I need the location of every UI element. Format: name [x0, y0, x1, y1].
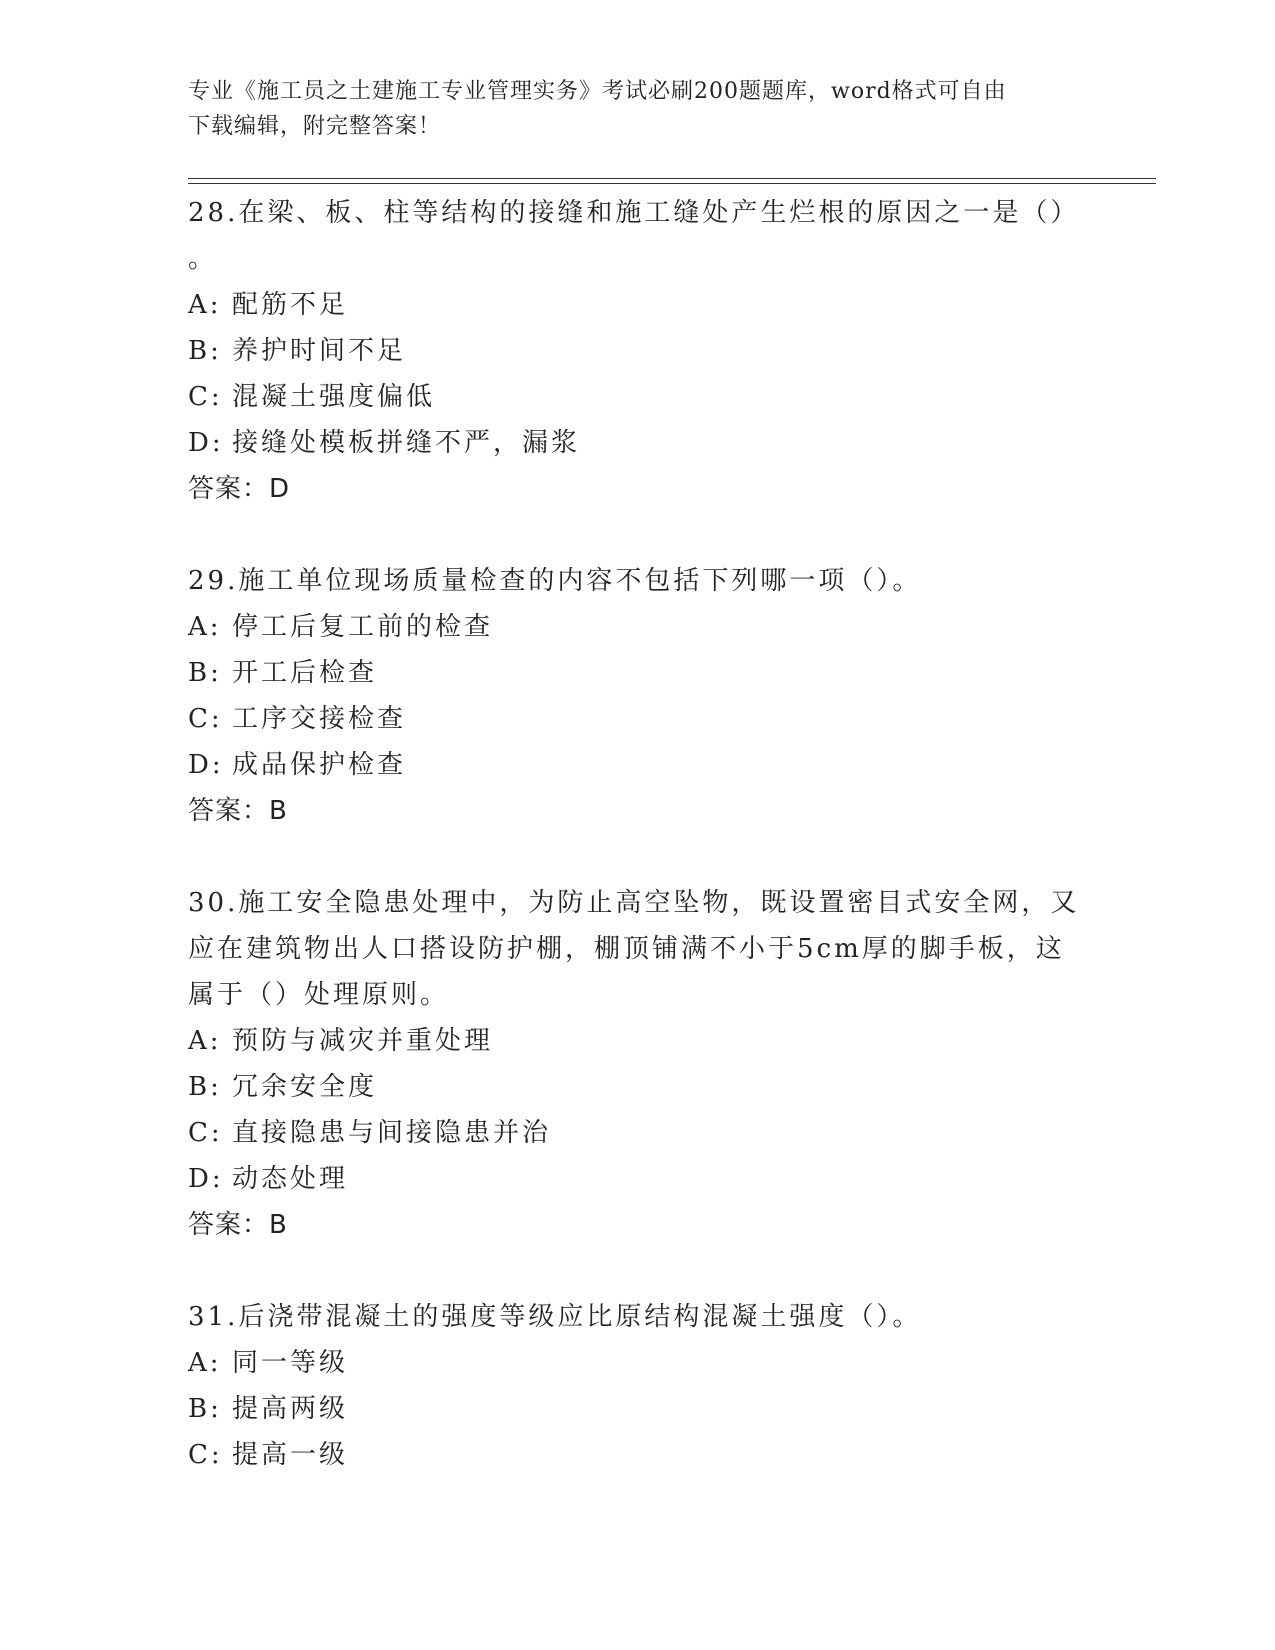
option-letter: B: [188, 1072, 222, 1102]
option-letter: A: [188, 1026, 222, 1056]
question-stem: 28.在梁、板、柱等结构的接缝和施工缝处产生烂根的原因之一是（） [188, 198, 1080, 228]
answer-line: 答案：B [188, 796, 288, 826]
answer-line: 答案：B [188, 1210, 288, 1240]
option-c [188, 374, 1088, 420]
option-a [188, 604, 1088, 650]
question-stem: 30.施工安全隐患处理中，为防止高空坠物，既设置密目式安全网，又 [188, 888, 1080, 918]
option-text: 提高一级 [232, 1440, 349, 1470]
option-letter: A: [188, 290, 222, 320]
question-28 [188, 190, 1088, 512]
option-letter: D: [188, 1164, 224, 1194]
option-text: 成品保护检查 [232, 750, 407, 780]
option-c [188, 1432, 1088, 1478]
option-text: 同一等级 [232, 1348, 349, 1378]
option-letter: B: [188, 658, 222, 688]
option-b [188, 650, 1088, 696]
header-divider-bottom [188, 183, 1156, 184]
header-line-1: 专业《施工员之土建施工专业管理实务》考试必刷200题题库，word格式可自由 [188, 79, 1007, 104]
question-list [188, 190, 1088, 1524]
option-d [188, 420, 1088, 466]
option-text: 直接隐患与间接隐患并治 [232, 1118, 552, 1148]
option-text: 提高两级 [232, 1394, 349, 1424]
document-header [188, 74, 1068, 144]
option-a [188, 282, 1088, 328]
question-31 [188, 1294, 1088, 1478]
option-letter: A: [188, 1348, 222, 1378]
option-text: 冗余安全度 [232, 1072, 378, 1102]
question-29 [188, 558, 1088, 834]
option-text: 养护时间不足 [232, 336, 407, 366]
option-text: 停工后复工前的检查 [232, 612, 494, 642]
header-line-2: 下载编辑，附完整答案！ [188, 114, 442, 139]
question-stem: 29.施工单位现场质量检查的内容不包括下列哪一项（）。 [188, 566, 922, 596]
option-d [188, 1156, 1088, 1202]
header-divider-top [188, 178, 1156, 179]
option-letter: C: [188, 704, 223, 734]
option-c [188, 696, 1088, 742]
option-b [188, 1386, 1088, 1432]
option-letter: D: [188, 750, 224, 780]
option-text: 工序交接检查 [232, 704, 407, 734]
option-b [188, 1064, 1088, 1110]
option-a [188, 1340, 1088, 1386]
option-d [188, 742, 1088, 788]
option-letter: A: [188, 612, 222, 642]
option-letter: C: [188, 1118, 223, 1148]
answer-line: 答案：D [188, 474, 291, 504]
option-text: 动态处理 [232, 1164, 349, 1194]
question-stem: 31.后浇带混凝土的强度等级应比原结构混凝土强度（）。 [188, 1302, 922, 1332]
option-b [188, 328, 1088, 374]
option-text: 接缝处模板拼缝不严，漏浆 [232, 428, 581, 458]
option-letter: D: [188, 428, 224, 458]
question-stem-continued: 应在建筑物出人口搭设防护棚，棚顶铺满不小于5cm厚的脚手板，这 [188, 934, 1065, 964]
option-letter: B: [188, 336, 222, 366]
option-text: 预防与减灾并重处理 [232, 1026, 494, 1056]
question-stem-continued: 。 [188, 244, 218, 274]
option-text: 开工后检查 [232, 658, 378, 688]
question-30 [188, 880, 1088, 1248]
option-letter: B: [188, 1394, 222, 1424]
option-c [188, 1110, 1088, 1156]
option-letter: C: [188, 1440, 223, 1470]
option-letter: C: [188, 382, 223, 412]
option-a [188, 1018, 1088, 1064]
option-text: 混凝土强度偏低 [232, 382, 436, 412]
question-stem-continued: 属于（）处理原则。 [188, 980, 450, 1010]
option-text: 配筋不足 [232, 290, 349, 320]
